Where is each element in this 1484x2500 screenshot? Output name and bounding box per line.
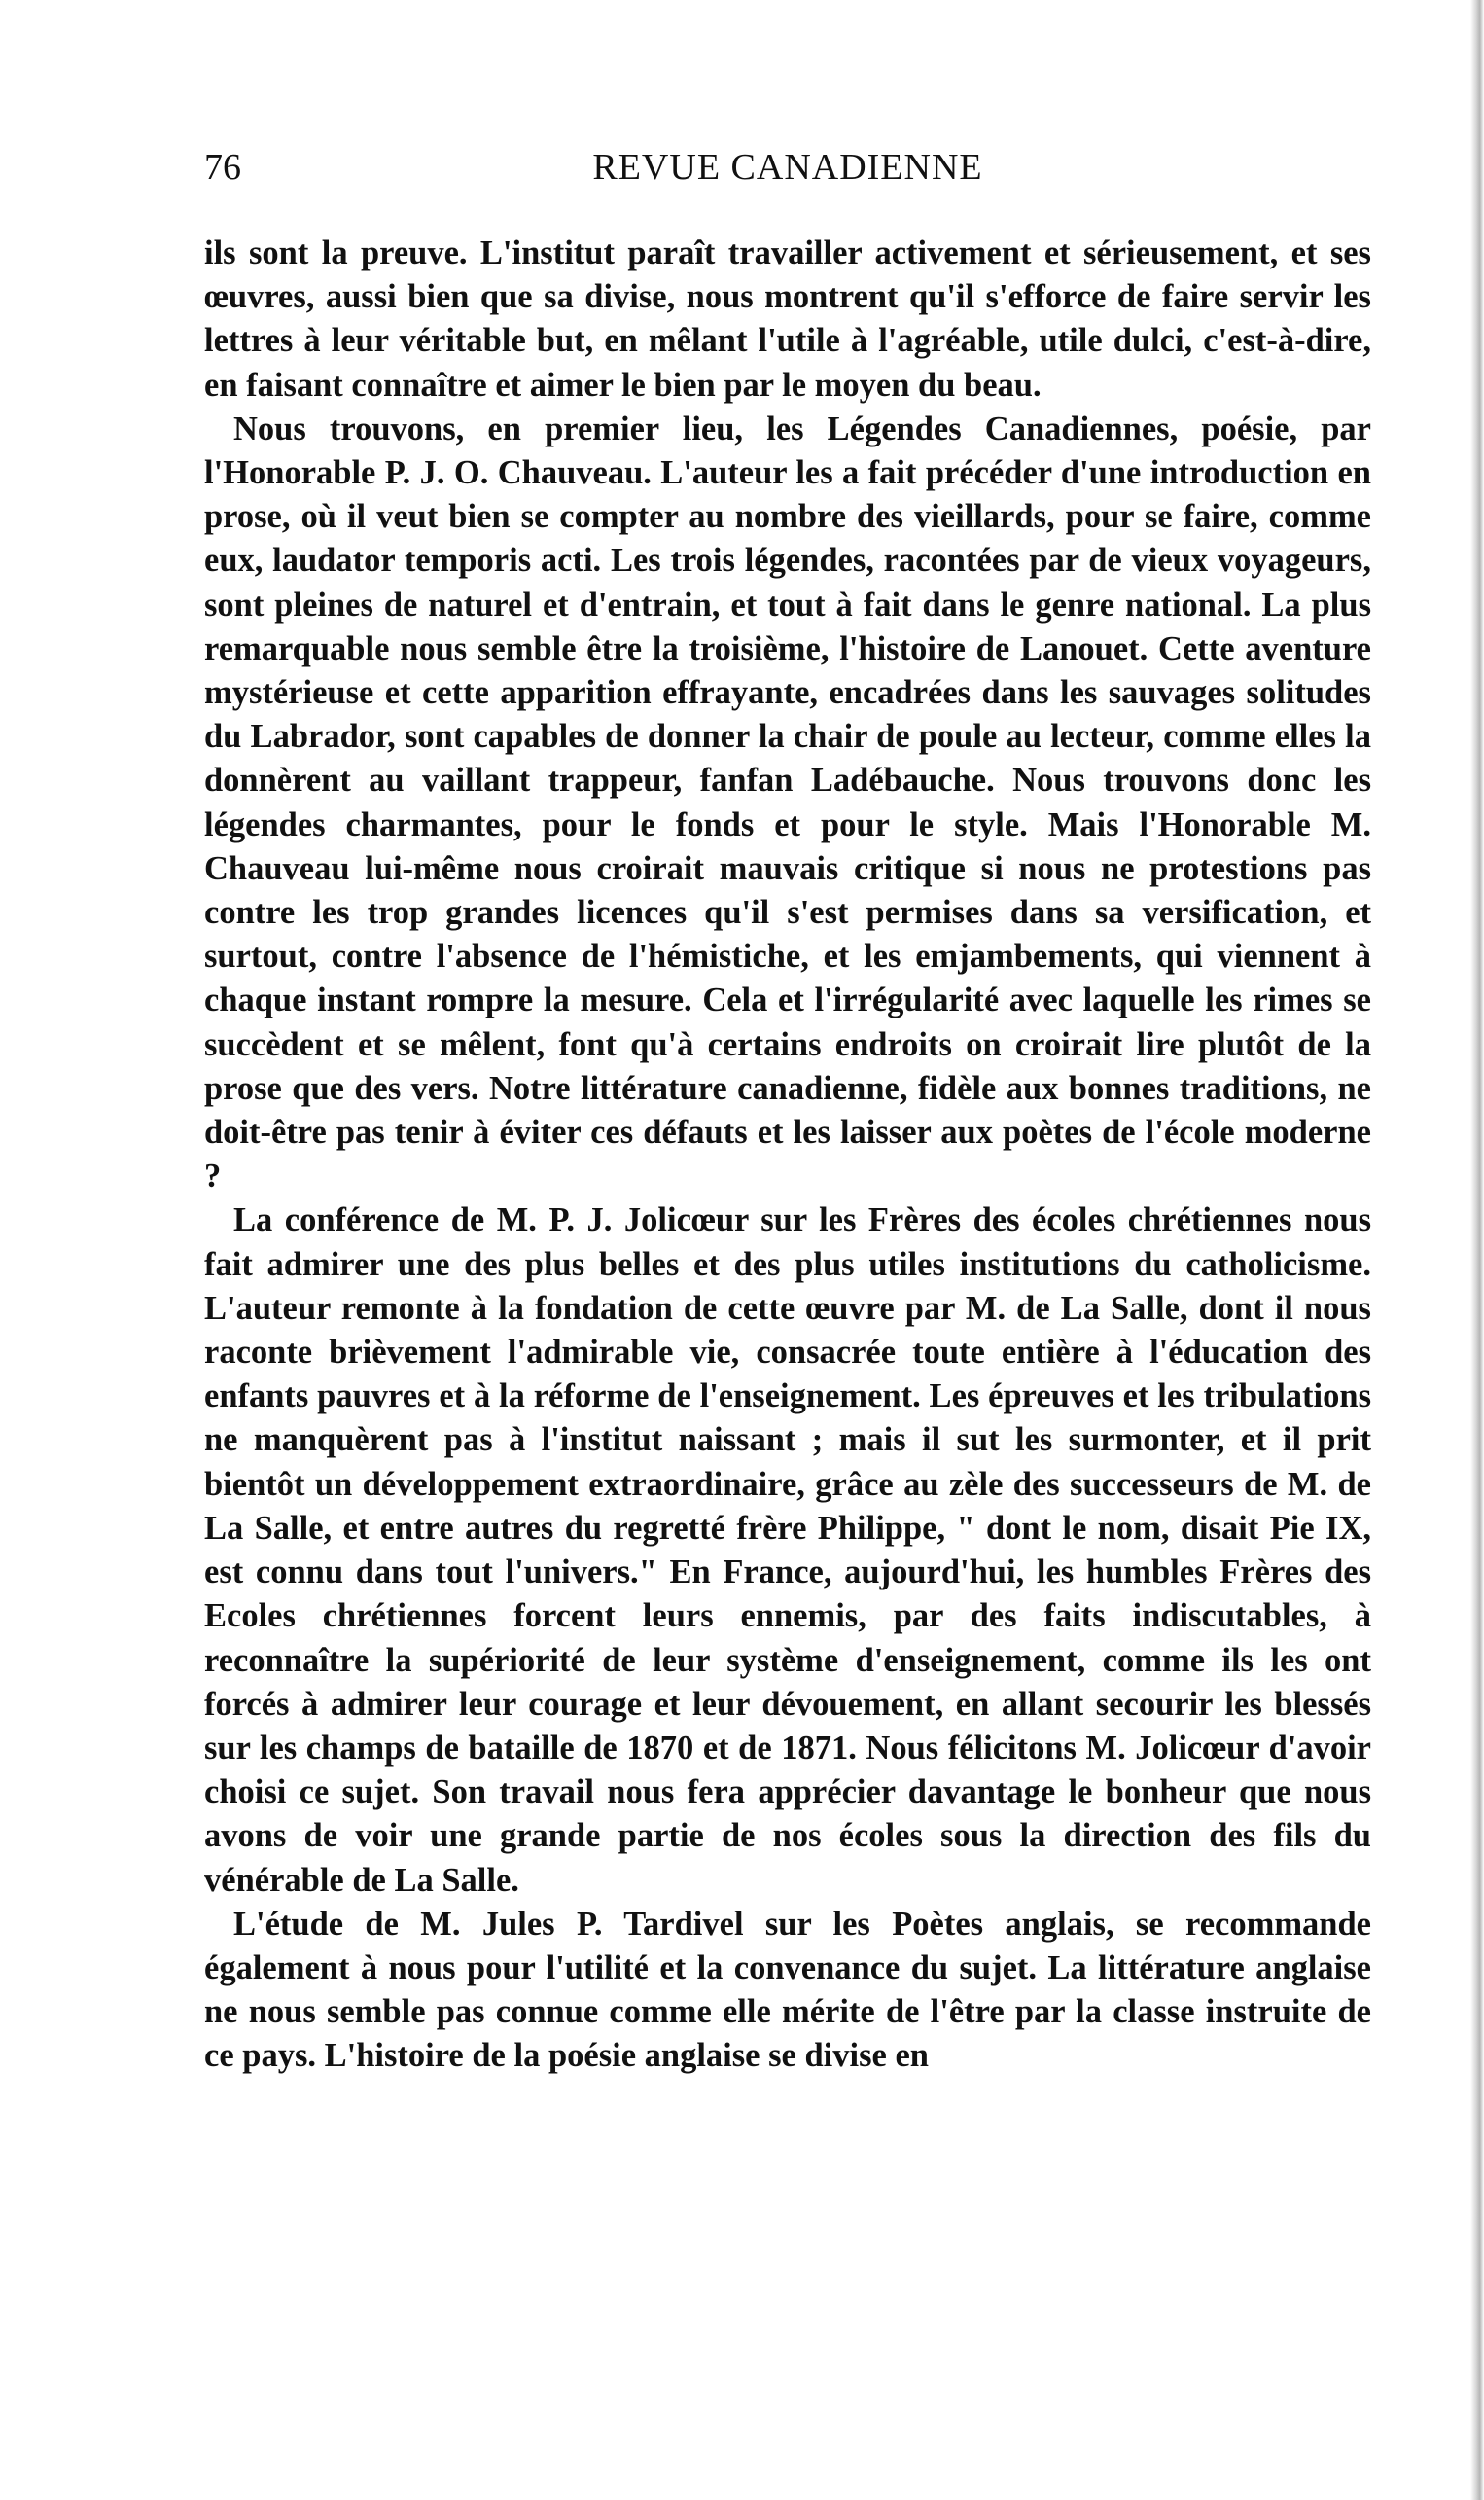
paragraph: ils sont la preuve. L'institut paraît travailler activement et sérieusement, et ses œuvres, aussi bien que sa divise, nous montrent qu'il s'efforce de faire servir les lettres à leur véritable but, en mêlant l'utile à l'agréable, utile dulci, c'est-à-dire, en faisant connaître et aimer le bien par le moyen du beau. bbox=[204, 234, 1371, 404]
page-number: 76 bbox=[204, 147, 241, 188]
book-binding-edge bbox=[1470, 0, 1484, 2500]
body-text bbox=[204, 232, 1371, 2079]
page-header bbox=[204, 146, 1371, 204]
paragraph: Nous trouvons, en premier lieu, les Légendes Canadiennes, poésie, par l'Honorable P. J. O. Chauveau. L'auteur les a fait précéder d'une introduction en prose, où il veut bien se compter au nombre des vieillards, pour se faire, comme eux, laudator temporis acti. Les trois légendes, racontées par de vieux voyageurs, sont pleines de naturel et d'entrain, et tout à fait dans le genre national. La plus remarquable nous semble être la troisième, l'histoire de Lanouet. Cette aventure mystérieuse et cette apparition effrayante, encadrées dans les sauvages solitudes du Labrador, sont capables de donner la chair de poule au lecteur, comme elles la donnèrent au vaillant trappeur, fanfan Ladébauche. Nous trouvons donc les légendes charmantes, pour le fonds et pour le style. Mais l'Honorable M. Chauveau lui-même nous croirait mauvais critique si nous ne protestions pas contre les trop grandes licences qu'il s'est permises dans sa versification, et surtout, contre l'absence de l'hémistiche, et les emjambements, qui viennent à chaque instant rompre la mesure. Cela et l'irrégularité avec laquelle les rimes se succèdent et se mêlent, font qu'à certains endroits on croirait lire plutôt de la prose que des vers. Notre littérature canadienne, fidèle aux bonnes traditions, ne doit-être pas tenir à éviter ces défauts et les laisser aux poètes de l'école moderne ? bbox=[204, 410, 1371, 1196]
paragraph: La conférence de M. P. J. Jolicœur sur les Frères des écoles chrétiennes nous fait admirer une des plus belles et des plus utiles institutions du catholicisme. L'auteur remonte à la fondation de cette œuvre par M. de La Salle, dont il nous raconte brièvement l'admirable vie, consacrée toute entière à l'éducation des enfants pauvres et à la réforme de l'enseignement. Les épreuves et les tribulations ne manquèrent pas à l'institut naissant ; mais il sut les surmonter, et il prit bientôt un développement extraordinaire, grâce au zèle des successeurs de M. de La Salle, et entre autres du regretté frère Philippe, " dont le nom, disait Pie IX, est connu dans tout l'univers." En France, aujourd'hui, les humbles Frères des Ecoles chrétiennes forcent leurs ennemis, par des faits indiscutables, à reconnaître la supériorité de leur système d'enseignement, comme ils les ont forcés à admirer leur courage et leur dévouement, en allant secourir les blessés sur les champs de bataille de 1870 et de 1871. Nous félicitons M. Jolicœur d'avoir choisi ce sujet. Son travail nous fera apprécier davantage le bonheur que nous avons de voir une grande partie de nos écoles sous la direction des fils du vénérable de La Salle. bbox=[204, 1201, 1371, 1899]
running-title: REVUE CANADIENNE bbox=[592, 147, 983, 188]
page bbox=[204, 146, 1371, 2079]
paragraph: L'étude de M. Jules P. Tardivel sur les Poètes anglais, se recommande également à nous pour l'utilité et la convenance du sujet. La littérature anglaise ne nous semble pas connue comme elle mérite de l'être par la classe instruite de ce pays. L'histoire de la poésie anglaise se divise en bbox=[204, 1905, 1371, 2075]
